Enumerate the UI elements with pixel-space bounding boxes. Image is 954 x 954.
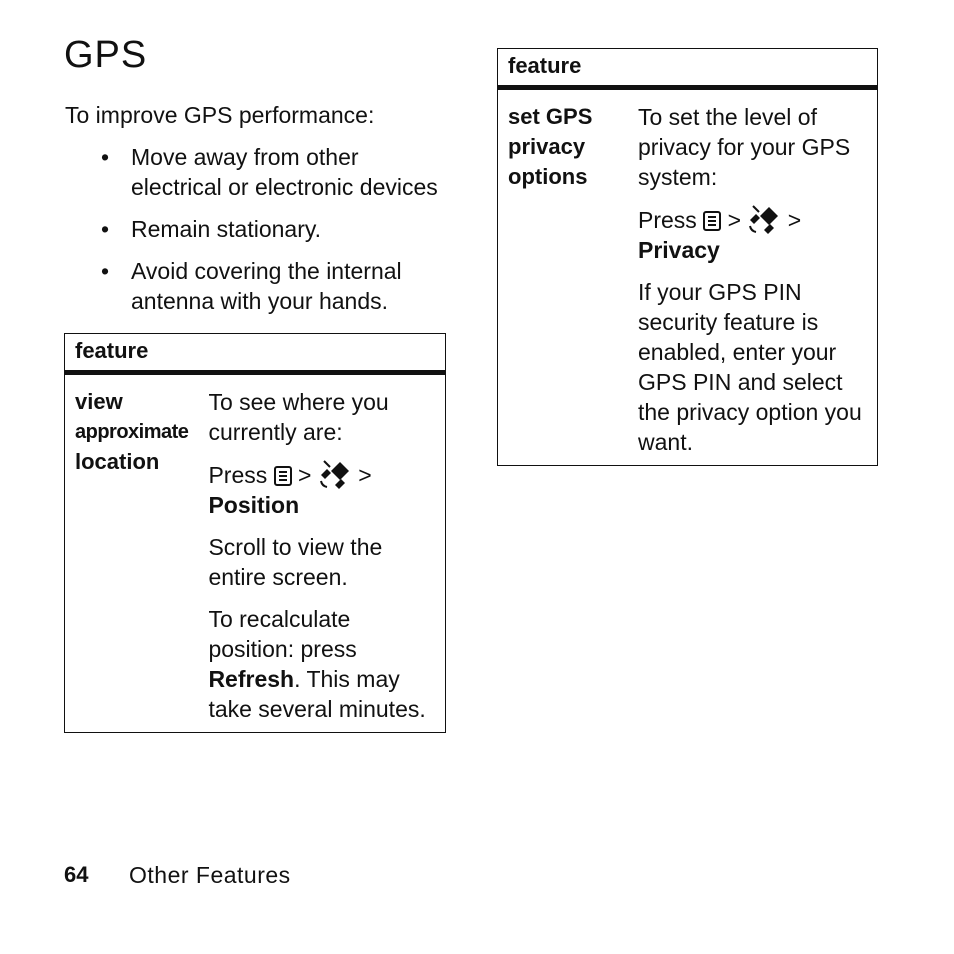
- refresh-label: Refresh: [208, 666, 295, 692]
- table-row: [65, 373, 446, 733]
- description-text: To see where you currently are:: [208, 389, 389, 445]
- menu-path: [638, 204, 867, 265]
- bullet-icon: •: [101, 216, 110, 242]
- bullet-icon: •: [101, 144, 110, 170]
- press-label: Press: [208, 462, 268, 488]
- press-label: Press: [638, 207, 697, 233]
- description-fragment: To recalculate position: press: [208, 606, 357, 662]
- feature-name-line: set GPS: [508, 104, 593, 129]
- description-text: To set the level of privacy for your GPS system:: [638, 104, 851, 190]
- menu-path: [208, 459, 435, 520]
- section-name: Other Features: [129, 862, 291, 888]
- tips-list: [65, 142, 450, 328]
- path-separator: >: [298, 462, 312, 488]
- description-text: If your GPS PIN security feature is enabled, enter your GPS PIN and select the privacy option you want.: [638, 279, 862, 455]
- menu-target: Privacy: [638, 237, 720, 263]
- table-row: [498, 88, 878, 466]
- table-header: feature: [498, 49, 878, 88]
- feature-name-line: view: [75, 389, 123, 414]
- list-item-text: Avoid covering the internal antenna with your hands.: [131, 258, 402, 314]
- gps-satellite-icon: [318, 459, 352, 489]
- description-text: [208, 604, 435, 724]
- description-text: Scroll to view the entire screen.: [208, 534, 383, 590]
- path-separator: >: [358, 462, 372, 488]
- feature-description: [628, 88, 878, 466]
- table-header: feature: [65, 334, 446, 373]
- list-item-text: Remain stationary.: [131, 216, 322, 242]
- description-fragment: . This may take several minutes.: [208, 666, 426, 722]
- gps-satellite-icon: [747, 204, 781, 234]
- menu-target: Position: [208, 492, 300, 518]
- menu-key-icon: [274, 466, 292, 486]
- page-title: GPS: [64, 34, 148, 76]
- list-item-text: Move away from other electrical or electronic devices: [131, 144, 438, 200]
- feature-name-line: privacy: [508, 134, 586, 159]
- list-item: [65, 256, 450, 316]
- feature-table-privacy: [497, 48, 878, 466]
- intro-text: To improve GPS performance:: [65, 102, 375, 128]
- list-item: [65, 214, 450, 244]
- page-number: 64: [64, 862, 89, 887]
- list-item: [65, 142, 450, 202]
- feature-name-line: options: [508, 164, 588, 189]
- feature-name-line: approximate: [75, 421, 189, 443]
- menu-key-icon: [703, 211, 721, 231]
- bullet-icon: •: [101, 258, 110, 284]
- path-separator: >: [787, 207, 802, 233]
- path-separator: >: [727, 207, 742, 233]
- feature-name: [498, 88, 629, 466]
- feature-name: [65, 373, 199, 733]
- feature-table-view-location: [64, 333, 446, 733]
- feature-description: [198, 373, 445, 733]
- feature-name-line: location: [75, 449, 160, 474]
